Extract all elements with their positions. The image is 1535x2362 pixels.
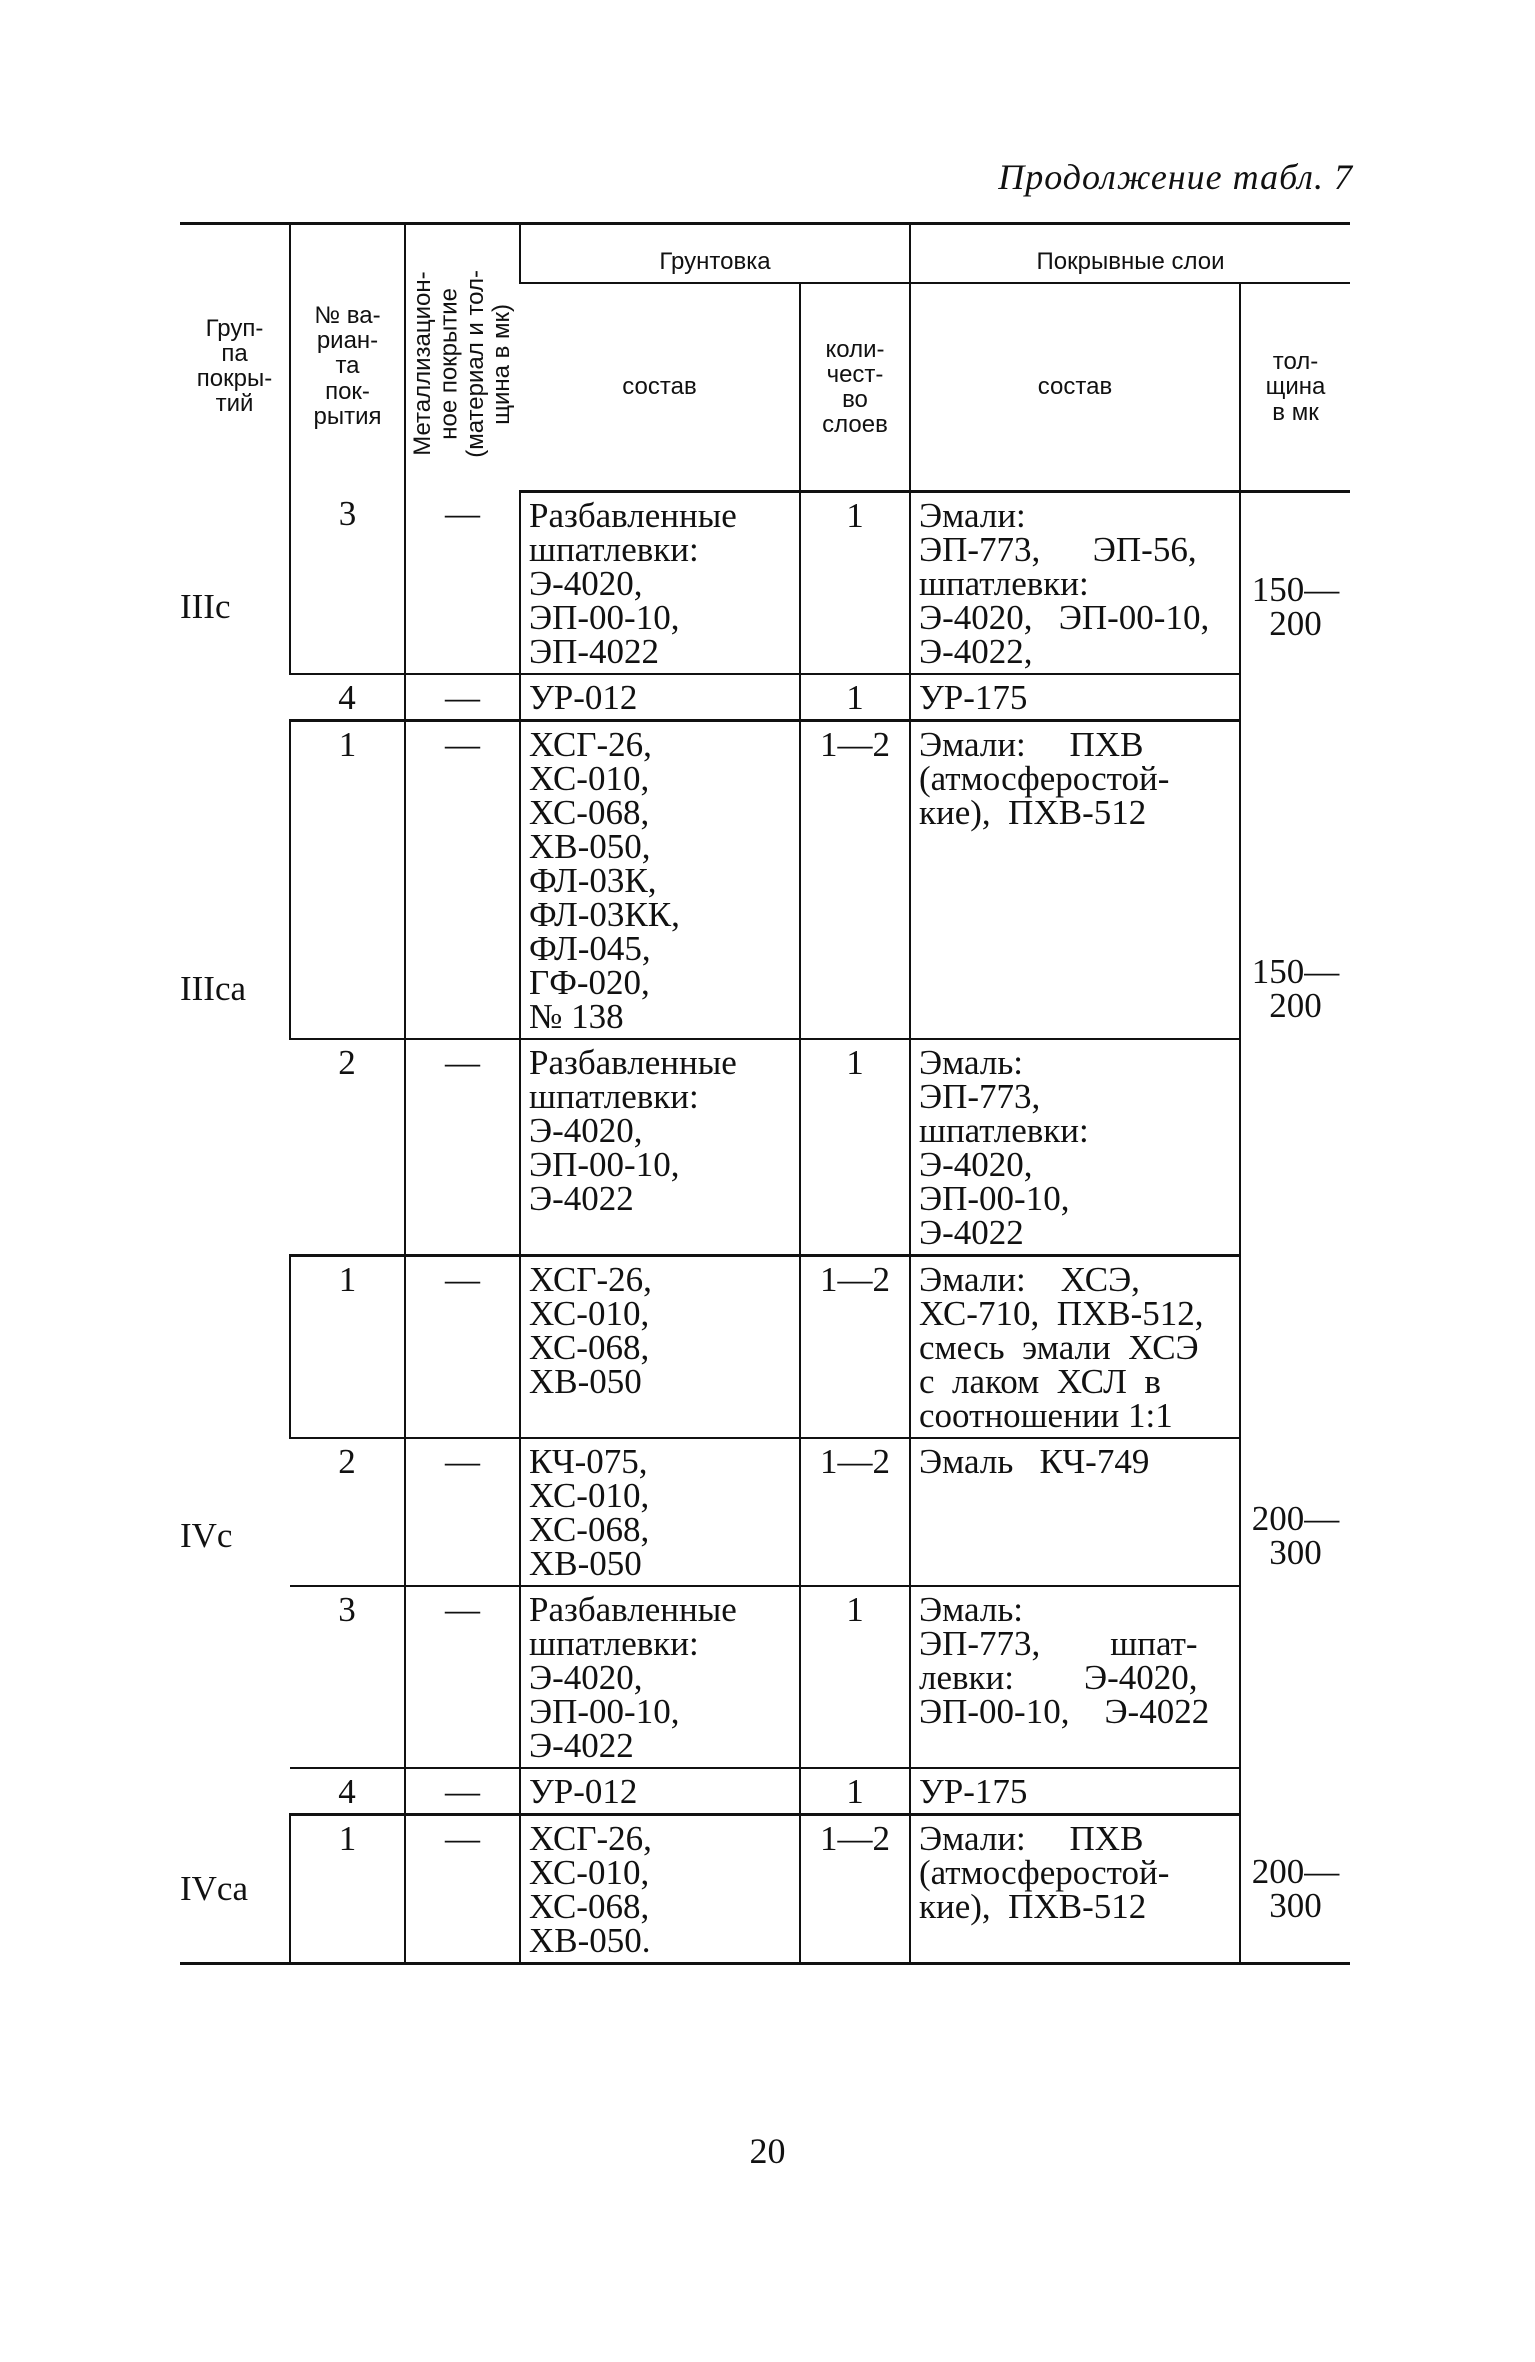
primer-count-cell: 1—2: [800, 1814, 910, 1963]
thickness-line: 200: [1269, 604, 1322, 644]
primer-line: ХВ-050,: [529, 826, 651, 866]
header-primer-composition: состав: [520, 283, 800, 491]
primer-count-cell: 1: [800, 1586, 910, 1768]
primer-count-cell: 1: [800, 1039, 910, 1256]
header-group-line: покры-: [196, 365, 273, 392]
primer-line: ЭП-00-10,: [529, 597, 680, 637]
cover-line: Эмали: ХСЭ,: [919, 1259, 1140, 1299]
primer-composition-cell: [520, 1768, 800, 1815]
primer-line: УР-012: [529, 1771, 638, 1811]
table-row: [180, 1814, 1350, 1963]
primer-line: ХС-068,: [529, 1327, 650, 1367]
cover-line: Эмаль КЧ-749: [919, 1441, 1150, 1481]
cover-line: соотношении 1:1: [919, 1395, 1173, 1435]
header-thickness-line: в мк: [1272, 398, 1319, 426]
primer-line: ХВ-050.: [529, 1920, 651, 1960]
cover-composition-cell: [910, 1255, 1240, 1438]
table-row: [180, 1768, 1350, 1815]
primer-line: ХВ-050: [529, 1361, 642, 1401]
variant-cell: 4: [290, 1768, 405, 1815]
metal-cell: —: [405, 1586, 520, 1768]
cover-line: ЭП-773,: [919, 1076, 1041, 1116]
primer-line: ХС-068,: [529, 792, 650, 832]
primer-line: шпатлевки:: [529, 1076, 699, 1116]
header-count-line: слоев: [822, 411, 888, 439]
header-cover: Покрывные слои: [910, 224, 1350, 284]
table-row: [180, 1039, 1350, 1256]
thickness-line: 300: [1269, 1885, 1322, 1925]
header-group-line: Груп-: [205, 314, 264, 342]
primer-line: ФЛ-045,: [529, 928, 651, 968]
primer-line: Э-4020,: [529, 1110, 643, 1150]
group-cell: IVc: [180, 1515, 233, 1555]
primer-composition-cell: [520, 720, 800, 1039]
primer-line: шпатлевки:: [529, 529, 699, 569]
table-row: [180, 674, 1350, 721]
cover-line: смесь эмали ХСЭ: [919, 1327, 1199, 1367]
header-thickness-line: тол-: [1272, 348, 1319, 376]
cover-line: с лаком ХСЛ в: [919, 1361, 1161, 1401]
primer-line: ЭП-00-10,: [529, 1144, 680, 1184]
primer-composition-cell: [520, 1255, 800, 1438]
thickness-cell: [1240, 1255, 1350, 1814]
primer-count-cell: 1—2: [800, 720, 910, 1039]
header-primer-count: [800, 283, 910, 491]
primer-line: ХСГ-26,: [529, 1259, 652, 1299]
primer-line: ХС-010,: [529, 1475, 650, 1515]
header-variant-line: № ва-: [314, 302, 381, 330]
group-cell: IIIca: [180, 968, 247, 1008]
thickness-cell: [1240, 720, 1350, 1255]
cover-composition-cell: [910, 1586, 1240, 1768]
primer-line: ФЛ-03К,: [529, 860, 657, 900]
cover-line: (атмосферостой-: [919, 758, 1170, 798]
primer-line: Разбавленные: [529, 1589, 737, 1629]
primer-line: ХС-010,: [529, 1293, 650, 1333]
cover-line: шпатлевки:: [919, 563, 1089, 603]
cover-composition-cell: [910, 1814, 1240, 1963]
metal-cell: —: [405, 491, 520, 674]
table-row: [180, 491, 1350, 674]
cover-line: Эмаль:: [919, 1042, 1024, 1082]
variant-cell: 3: [290, 491, 405, 674]
header-count-line: коли-: [825, 335, 885, 363]
primer-composition-cell: [520, 1814, 800, 1963]
cover-composition-cell: [910, 1438, 1240, 1586]
metal-cell: —: [405, 1814, 520, 1963]
table-body: [180, 491, 1350, 1963]
cover-line: УР-175: [919, 677, 1028, 717]
header-count-line: чест-: [826, 360, 884, 388]
metal-cell: —: [405, 720, 520, 1039]
primer-line: № 138: [529, 996, 624, 1036]
cover-composition-cell: [910, 1768, 1240, 1815]
cover-composition-cell: [910, 1039, 1240, 1256]
header-variant-line: пок-: [325, 377, 370, 405]
cover-line: Эмали:: [919, 495, 1026, 535]
variant-cell: 3: [290, 1586, 405, 1768]
primer-line: УР-012: [529, 677, 638, 717]
cover-line: ЭП-773, шпат-: [919, 1623, 1198, 1663]
primer-line: Разбавленные: [529, 1042, 737, 1082]
primer-line: ХС-010,: [529, 758, 650, 798]
primer-line: ХВ-050: [529, 1543, 642, 1583]
header-variant-line: та: [335, 352, 360, 380]
cover-composition-cell: [910, 674, 1240, 721]
cover-line: Эмали: ПХВ: [919, 724, 1144, 764]
table-header: [180, 224, 1350, 492]
thickness-line: 150—: [1251, 951, 1340, 991]
header-variant-line: рытия: [313, 402, 382, 430]
cover-line: (атмосферостой-: [919, 1852, 1170, 1892]
header-metal-line: (материал и тол-: [461, 269, 489, 458]
thickness-line: 200: [1269, 985, 1322, 1025]
primer-line: ГФ-020,: [529, 962, 650, 1002]
cover-composition-cell: [910, 491, 1240, 674]
thickness-line: 200—: [1251, 1498, 1340, 1538]
table-row: [180, 720, 1350, 1039]
cover-composition-cell: [910, 720, 1240, 1039]
metal-cell: —: [405, 674, 520, 721]
header-metal: [405, 224, 520, 492]
variant-cell: 2: [290, 1039, 405, 1256]
header-group-line: тий: [215, 390, 254, 418]
header-thickness-line: щина: [1265, 373, 1326, 401]
table-row: [180, 1586, 1350, 1768]
header-group: [180, 224, 290, 492]
primer-count-cell: 1: [800, 674, 910, 721]
primer-line: ХС-068,: [529, 1886, 650, 1926]
primer-line: ФЛ-03КК,: [529, 894, 680, 934]
variant-cell: 1: [290, 720, 405, 1039]
table-row: [180, 1255, 1350, 1438]
header-cover-composition: состав: [910, 283, 1240, 491]
cover-line: шпатлевки:: [919, 1110, 1089, 1150]
primer-composition-cell: [520, 674, 800, 721]
cover-line: кие), ПХВ-512: [919, 792, 1147, 832]
primer-line: Разбавленные: [529, 495, 737, 535]
metal-cell: —: [405, 1255, 520, 1438]
primer-line: ЭП-00-10,: [529, 1691, 680, 1731]
primer-line: ХС-068,: [529, 1509, 650, 1549]
primer-line: Э-4020,: [529, 563, 643, 603]
header-metal-line: Металлизацион-: [408, 271, 436, 456]
variant-cell: 1: [290, 1255, 405, 1438]
primer-composition-cell: [520, 1586, 800, 1768]
cover-line: ХС-710, ПХВ-512,: [919, 1293, 1204, 1333]
variant-cell: 2: [290, 1438, 405, 1586]
group-cell: IVca: [180, 1814, 290, 1963]
primer-line: шпатлевки:: [529, 1623, 699, 1663]
primer-line: ЭП-4022: [529, 631, 660, 671]
coatings-table: [180, 222, 1350, 1965]
primer-line: Э-4020,: [529, 1657, 643, 1697]
primer-line: Э-4022: [529, 1725, 634, 1765]
primer-composition-cell: [520, 491, 800, 674]
cover-line: Эмали: ПХВ: [919, 1818, 1144, 1858]
cover-line: Эмаль:: [919, 1589, 1024, 1629]
header-count-line: во: [842, 385, 868, 413]
page-number: 20: [749, 2131, 786, 2171]
cover-line: Э-4022,: [919, 631, 1033, 671]
header-group-line: па: [221, 339, 248, 367]
metal-cell: —: [405, 1039, 520, 1256]
metal-cell: —: [405, 1768, 520, 1815]
primer-composition-cell: [520, 1438, 800, 1586]
cover-line: УР-175: [919, 1771, 1028, 1811]
cover-line: Э-4020, ЭП-00-10,: [919, 597, 1210, 637]
cover-line: ЭП-773, ЭП-56,: [919, 529, 1197, 569]
group-cell: IIIc: [180, 586, 231, 626]
cover-line: левки: Э-4020,: [919, 1657, 1198, 1697]
cover-line: Э-4022: [919, 1212, 1024, 1252]
cover-line: кие), ПХВ-512: [919, 1886, 1147, 1926]
metal-cell: —: [405, 1438, 520, 1586]
primer-composition-cell: [520, 1039, 800, 1256]
thickness-line: 300: [1269, 1532, 1322, 1572]
primer-line: ХС-010,: [529, 1852, 650, 1892]
header-primer: Грунтовка: [520, 224, 910, 284]
header-metal-line: ное покрытие: [435, 287, 463, 440]
primer-line: Э-4022: [529, 1178, 634, 1218]
primer-count-cell: 1: [800, 1768, 910, 1815]
variant-cell: 1: [290, 1814, 405, 1963]
table-caption: Продолжение табл. 7: [998, 157, 1353, 197]
table-row: [180, 1438, 1350, 1586]
primer-line: ХСГ-26,: [529, 1818, 652, 1858]
header-variant: [290, 224, 405, 492]
primer-count-cell: 1—2: [800, 1255, 910, 1438]
thickness-line: 200—: [1251, 1851, 1340, 1891]
header-cover-thickness: [1240, 283, 1350, 491]
primer-line: КЧ-075,: [529, 1441, 648, 1481]
primer-count-cell: 1: [800, 491, 910, 674]
variant-cell: 4: [290, 674, 405, 721]
header-metal-line: щина в мк): [487, 302, 515, 424]
cover-line: ЭП-00-10,: [919, 1178, 1070, 1218]
thickness-cell: [1240, 1814, 1350, 1963]
primer-line: ХСГ-26,: [529, 724, 652, 764]
cover-line: Э-4020,: [919, 1144, 1033, 1184]
primer-count-cell: 1—2: [800, 1438, 910, 1586]
header-variant-line: риан-: [316, 327, 379, 355]
thickness-line: 150—: [1251, 570, 1340, 610]
thickness-cell: [1240, 491, 1350, 720]
cover-line: ЭП-00-10, Э-4022: [919, 1691, 1210, 1731]
